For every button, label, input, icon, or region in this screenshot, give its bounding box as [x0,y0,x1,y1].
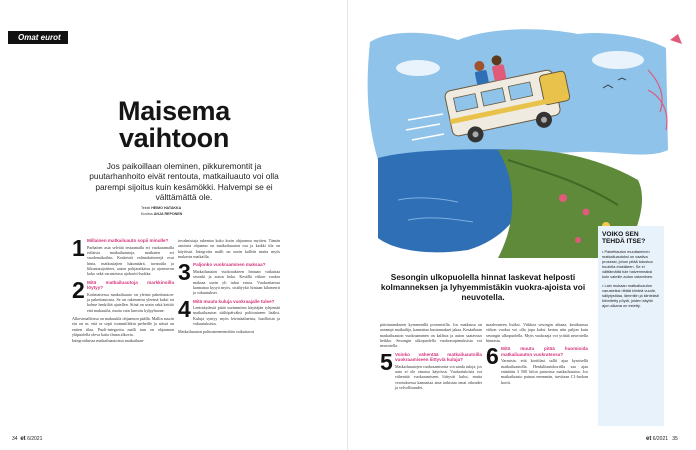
qa-question: Mitä muuta kuluja vuokraajalle tulee? [193,298,275,304]
qa-answer: Varmista, että korttilasi sallii ajaa kyseisellä matkailuautolla. Henkilöautokortilla saa ajaa enintään 3 500 kilon painoista matkailuautoa. Jos matkailuauto painaa enemmän, tarvitaan C1-luokan kortti. [501,358,588,385]
qa-item-1 [72,235,174,277]
credits [141,206,182,217]
section-tag: Omat eurot [8,31,68,44]
illustration-credit-label: Kuvitus [141,211,153,216]
right-page [348,0,696,450]
qa-answer: Lentotäydestä pitää useimmiten käyttäjän tyhjentää matkailuauton säiliöpäiväksi polttoaineen lisäksi. Kuluja syntyy myös leirintäalueista, huolloista ja vakuutuksista. [193,305,280,327]
body-paragraph: Matkailuauton polttoainemenoihin vaikuttavat [178,329,254,335]
sidebar-paragraph: • Lain mukaan matkailuauton varusteiksi riittää kiinteä vuode, säilytystilaa, lämmitin ja kiinteästi kiinnitetty pöytä, joiden käyttö ajon aikana on estetty. [602,282,659,308]
sidebar-title: VOIKO SEN TEHDÄ ITSE? [602,231,646,246]
issue-number: 6/2021 [652,436,669,442]
cloud-shape [396,60,440,76]
qa-question: Millainen matkailuauto sopii minulle? [87,238,169,243]
qa-question: Voinko vähentää matkailuautoilla vuokraamiseen liittyviä kuluja? [395,351,482,363]
cloud-shape [592,51,644,69]
magazine-name: et [646,436,652,442]
qa-number: 6 [486,343,499,370]
left-column-1 [72,235,174,345]
campervan-illustration [348,0,696,258]
qa-answer: Parhaiten asia selviää testaamalla eri vuokraamalla erilaisia matkailuautoja, matkaten eri vuodenaikoihin. Keskeisiä valintakriteerejä ovat hinta, matkustajien lukumäärä, tavaratila ja liikuntarajoitteet, auton pohjaratkaisu ja ajoneuvon koko sekä varustetaso ajokortti-luokka. [87,244,174,277]
qa-item-4 [178,295,280,327]
text-credit-label: Teksti [141,206,151,210]
article-headline [0,98,348,152]
right-column-2 [486,322,588,388]
folio-left [12,436,42,442]
qa-item-5 [380,348,482,391]
headline-line-2: vaihtoon [118,123,230,153]
qa-answer: Kotimaisessa matkailuauto on yleisin pakettiauton- ja pakettiautosta. Se on rakennettu yleensä kaksi tai kolme henkilöä ajatellen. Siinä on usein sekä keittiö että makuutila, mutta vain harvoin kylpyhuone. [87,291,174,313]
body-paragraph: päiväannukseen kymmenillä prosenteilla. Jos matkassa on useampi matkailija, kannattaa kustannukset jakaa. Kesäaikaan matkailuauton vuokraaminen on kallista ja auton saatavuus heikko. Sesongin ulkopuolella vuokrasopimuksista voi neuvotella. [380,322,482,349]
body-paragraph: tovalmistaja rakentaa koko korin ohjaamoa myöten. Tämän ansiosta ohjaamo on matkailuauton osa ja kaikki tila on käytössä. Integroitu malli on usein kallein mutta myös mukavin matkailla. [178,238,280,260]
qa-answer: Matkailuauton vuokraukseen hintaan vaikuttaa sesonki ja auton koko. Kesällä viikon vuokra maksaa usein yli tuhat euroa. Vuokrattaessa kannattaa kysyä myös, sisältyykö hintaan kilometrit ja vakuutukset. [193,268,280,296]
pull-quote: Sesongin ulkopuolella hinnat laskevat helposti kolmanneksen ja lyhyemmistäkin vuokra-ajoista voi neuvotella. [380,272,586,303]
body-paragraph: Alkovimalleissa on makuutila ohjaamon päällä. Mallin suurin etu on se, että se sopii isommillekin perheille ja niissä on eniten tilaa. Puoli-integroitu malli taas on ohjaamon yläpuolella oleva katto ilman alkovia. [72,315,174,337]
sidebar-box [598,226,664,426]
body-paragraph: maaleonteen lisäksi. Viikkoa sesongin aikana, kesäkuussa viikon vuokra voi olla jopa kaksi kertaa niin paljon kuin sesongin ulkopuolella. Myös vuokraaja voi yrittää neuvotella hinnasta. [486,322,588,344]
headline-line-1: Maisema [118,96,230,126]
leaf-doodle [670,34,682,44]
qa-question: Mitä muuta pitää huomioida matkailuauton vuokratessa? [501,346,588,357]
left-column-2 [178,238,280,336]
flower-dot [575,237,581,243]
right-column-1 [380,322,482,393]
page-number: 35 [672,436,678,442]
qa-item-3 [178,259,280,296]
qa-number: 3 [178,259,191,286]
qa-number: 5 [380,348,393,375]
qa-answer: Matkailuautojen vuokraamisesta voi saada tuloja, jos auto ei ole omassa käytössä. Vuokratuloista voi vähentää vuokraamiseen liittyvät kulut, mutta verotuksessa kannattaa aina tarkistaa omat oikeudet ja velvollisuudet. [395,363,482,391]
qa-question: Paljonko vuokraaminen maksaa? [193,262,266,268]
page-number: 34 [12,436,18,442]
sidebar-text [602,249,660,308]
lead-paragraph: Jos paikoillaan oleminen, pikkuremontit ja puutarhanhoito eivät rentouta, matkailuauto voi olla parempi sijoitus kuin kesämökki. Halvempi se ei välttämättä ole. [89,161,279,202]
flower-dot [559,194,567,202]
qa-number: 4 [178,295,191,322]
sidebar-paragraph: • Pakettiauton muuttaminen matkailuautoksi on vaativa prosessi, johon pitää tutustua huolella etukäteen. Se ei välttämättä tule halvemmaksi kuin valmiin auton ostaminen. [602,248,654,279]
issue-number: 6/2021 [27,436,43,442]
qa-item-2 [72,276,174,313]
illustration-credit [141,212,182,218]
body-paragraph: Integroiduissa matkailuautoissa matkailuau- [72,338,145,344]
flower-dot [583,209,590,216]
qa-item-6 [486,343,588,385]
magazine-name: et [20,436,26,442]
qa-number: 2 [72,276,85,303]
folio-right [646,436,678,442]
illustration-credit-author: ANJA REPONEN [153,211,183,216]
text-credit-author: HEIMO HATAKKA [151,206,182,210]
qa-number: 1 [72,235,85,261]
qa-question: Mitä matkailuautoja markkinoilla löytyy? [87,279,174,291]
